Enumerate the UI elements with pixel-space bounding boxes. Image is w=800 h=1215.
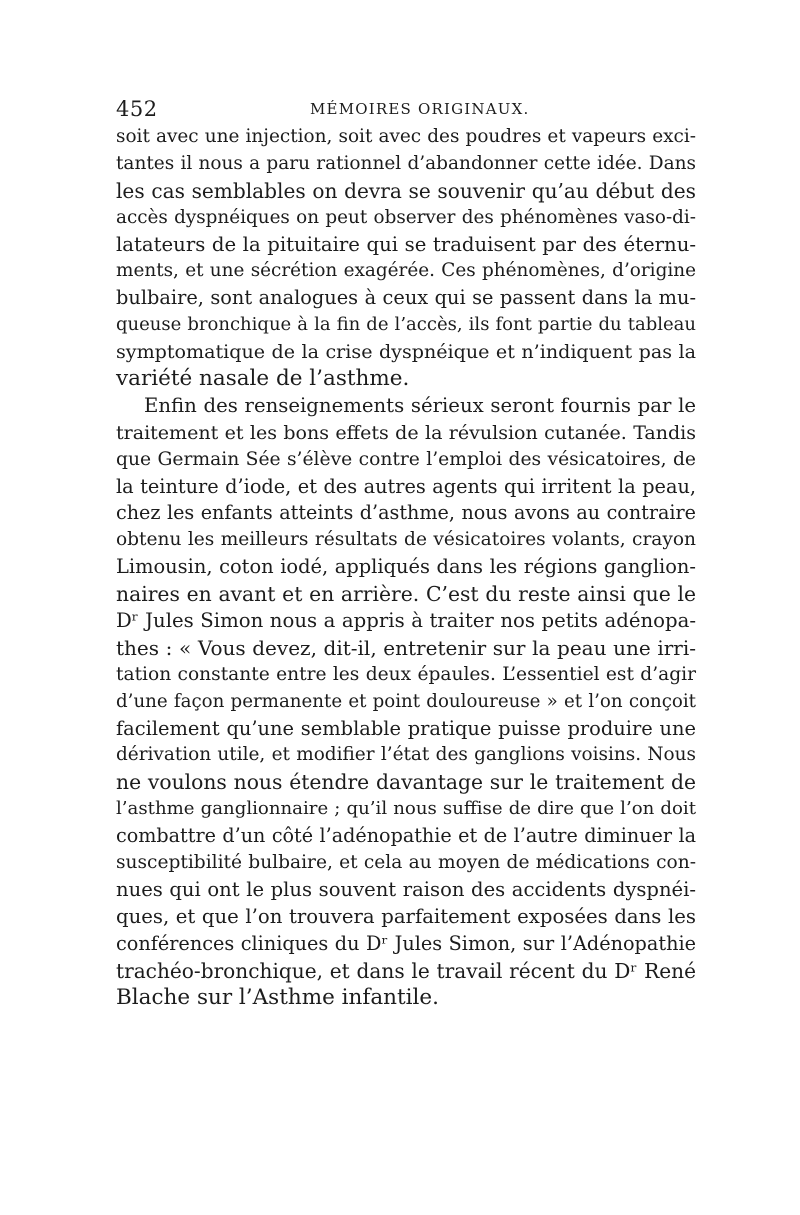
text-line: queuse bronchique à la fin de l’accès, ils font partie du tableau (116, 314, 696, 336)
text-line: Dʳ Jules Simon nous a appris à traiter nos petits adénopa- (116, 609, 696, 633)
text-line: chez les enfants atteints d’asthme, nous avons au contraire (116, 501, 696, 525)
text-line: dérivation utile, et modifier l’état des ganglions voisins. Nous (116, 744, 696, 766)
text-line: nues qui ont le plus souvent raison des accidents dyspnéi- (116, 877, 696, 901)
text-line: latateurs de la pituitaire qui se traduisent par des éternu- (116, 232, 696, 256)
text-line: susceptibilité bulbaire, et cela au moyen de médications con- (116, 852, 696, 874)
text-line: facilement qu’une semblable pratique puisse produire une (116, 716, 696, 740)
text-line: tantes il nous a paru rationnel d’abandonner cette idée. Dans (116, 152, 696, 174)
text-line: conférences cliniques du Dʳ Jules Simon, sur l’Adénopathie (116, 931, 696, 955)
text-line: traitement et les bons effets de la révulsion cutanée. Tandis (116, 421, 696, 444)
text-line: que Germain Sée s’élève contre l’emploi des vésicatoires, de (116, 448, 696, 470)
text-line: bulbaire, sont analogues à ceux qui se passent dans la mu- (116, 286, 696, 310)
text-line: ments, et une sécrétion exagérée. Ces phénomènes, d’origine (116, 260, 696, 282)
text-line: thes : « Vous devez, dit-il, entretenir sur la peau une irri- (116, 635, 696, 660)
paragraph-end-line: Blache sur l’Asthme infantile. (116, 984, 439, 1010)
text-line: ques, et que l’on trouvera parfaitement exposées dans les (116, 904, 696, 928)
text-line: soit avec une injection, soit avec des poudres et vapeurs exci- (116, 126, 696, 147)
text-line: ne voulons nous étendre davantage sur le traitement de (116, 770, 696, 795)
text-line: accès dyspnéiques on peut observer des phénomènes vaso-di- (116, 206, 696, 228)
running-head (116, 97, 696, 123)
text-line: combattre d’un côté l’adénopathie et de l’autre diminuer la (116, 824, 696, 848)
text-line: symptomatique de la crise dyspnéique et n’indiquent pas la (116, 340, 696, 364)
page-number: 452 (116, 97, 158, 121)
running-title: MÉMOIRES ORIGINAUX. (310, 100, 530, 118)
paragraph-end-line: variété nasale de l’asthme. (116, 366, 410, 392)
text-line: trachéo-bronchique, et dans le travail récent du Dʳ René (116, 958, 696, 983)
text-line: tation constante entre les deux épaules. L’essentiel est d’agir (116, 663, 696, 685)
text-line: la teinture d’iode, et des autres agents qui irritent la peau, (116, 474, 696, 498)
text-line: l’asthme ganglionnaire ; qu’il nous suffise de dire que l’on doit (116, 798, 696, 820)
body-text (116, 124, 696, 1011)
text-line: d’une façon permanente et point douloureuse » et l’on conçoit (116, 690, 696, 712)
paragraph-start-line: Enfin des renseignements sérieux seront fournis par le (144, 393, 696, 417)
text-line: Limousin, coton iodé, appliqués dans les régions ganglion- (116, 555, 696, 579)
text-line: obtenu les meilleurs résultats de vésicatoires volants, crayon (116, 529, 696, 551)
text-line: naires en avant et en arrière. C’est du reste ainsi que le (116, 582, 696, 607)
text-line: les cas semblables on devra se souvenir qu’au début des (116, 178, 696, 203)
